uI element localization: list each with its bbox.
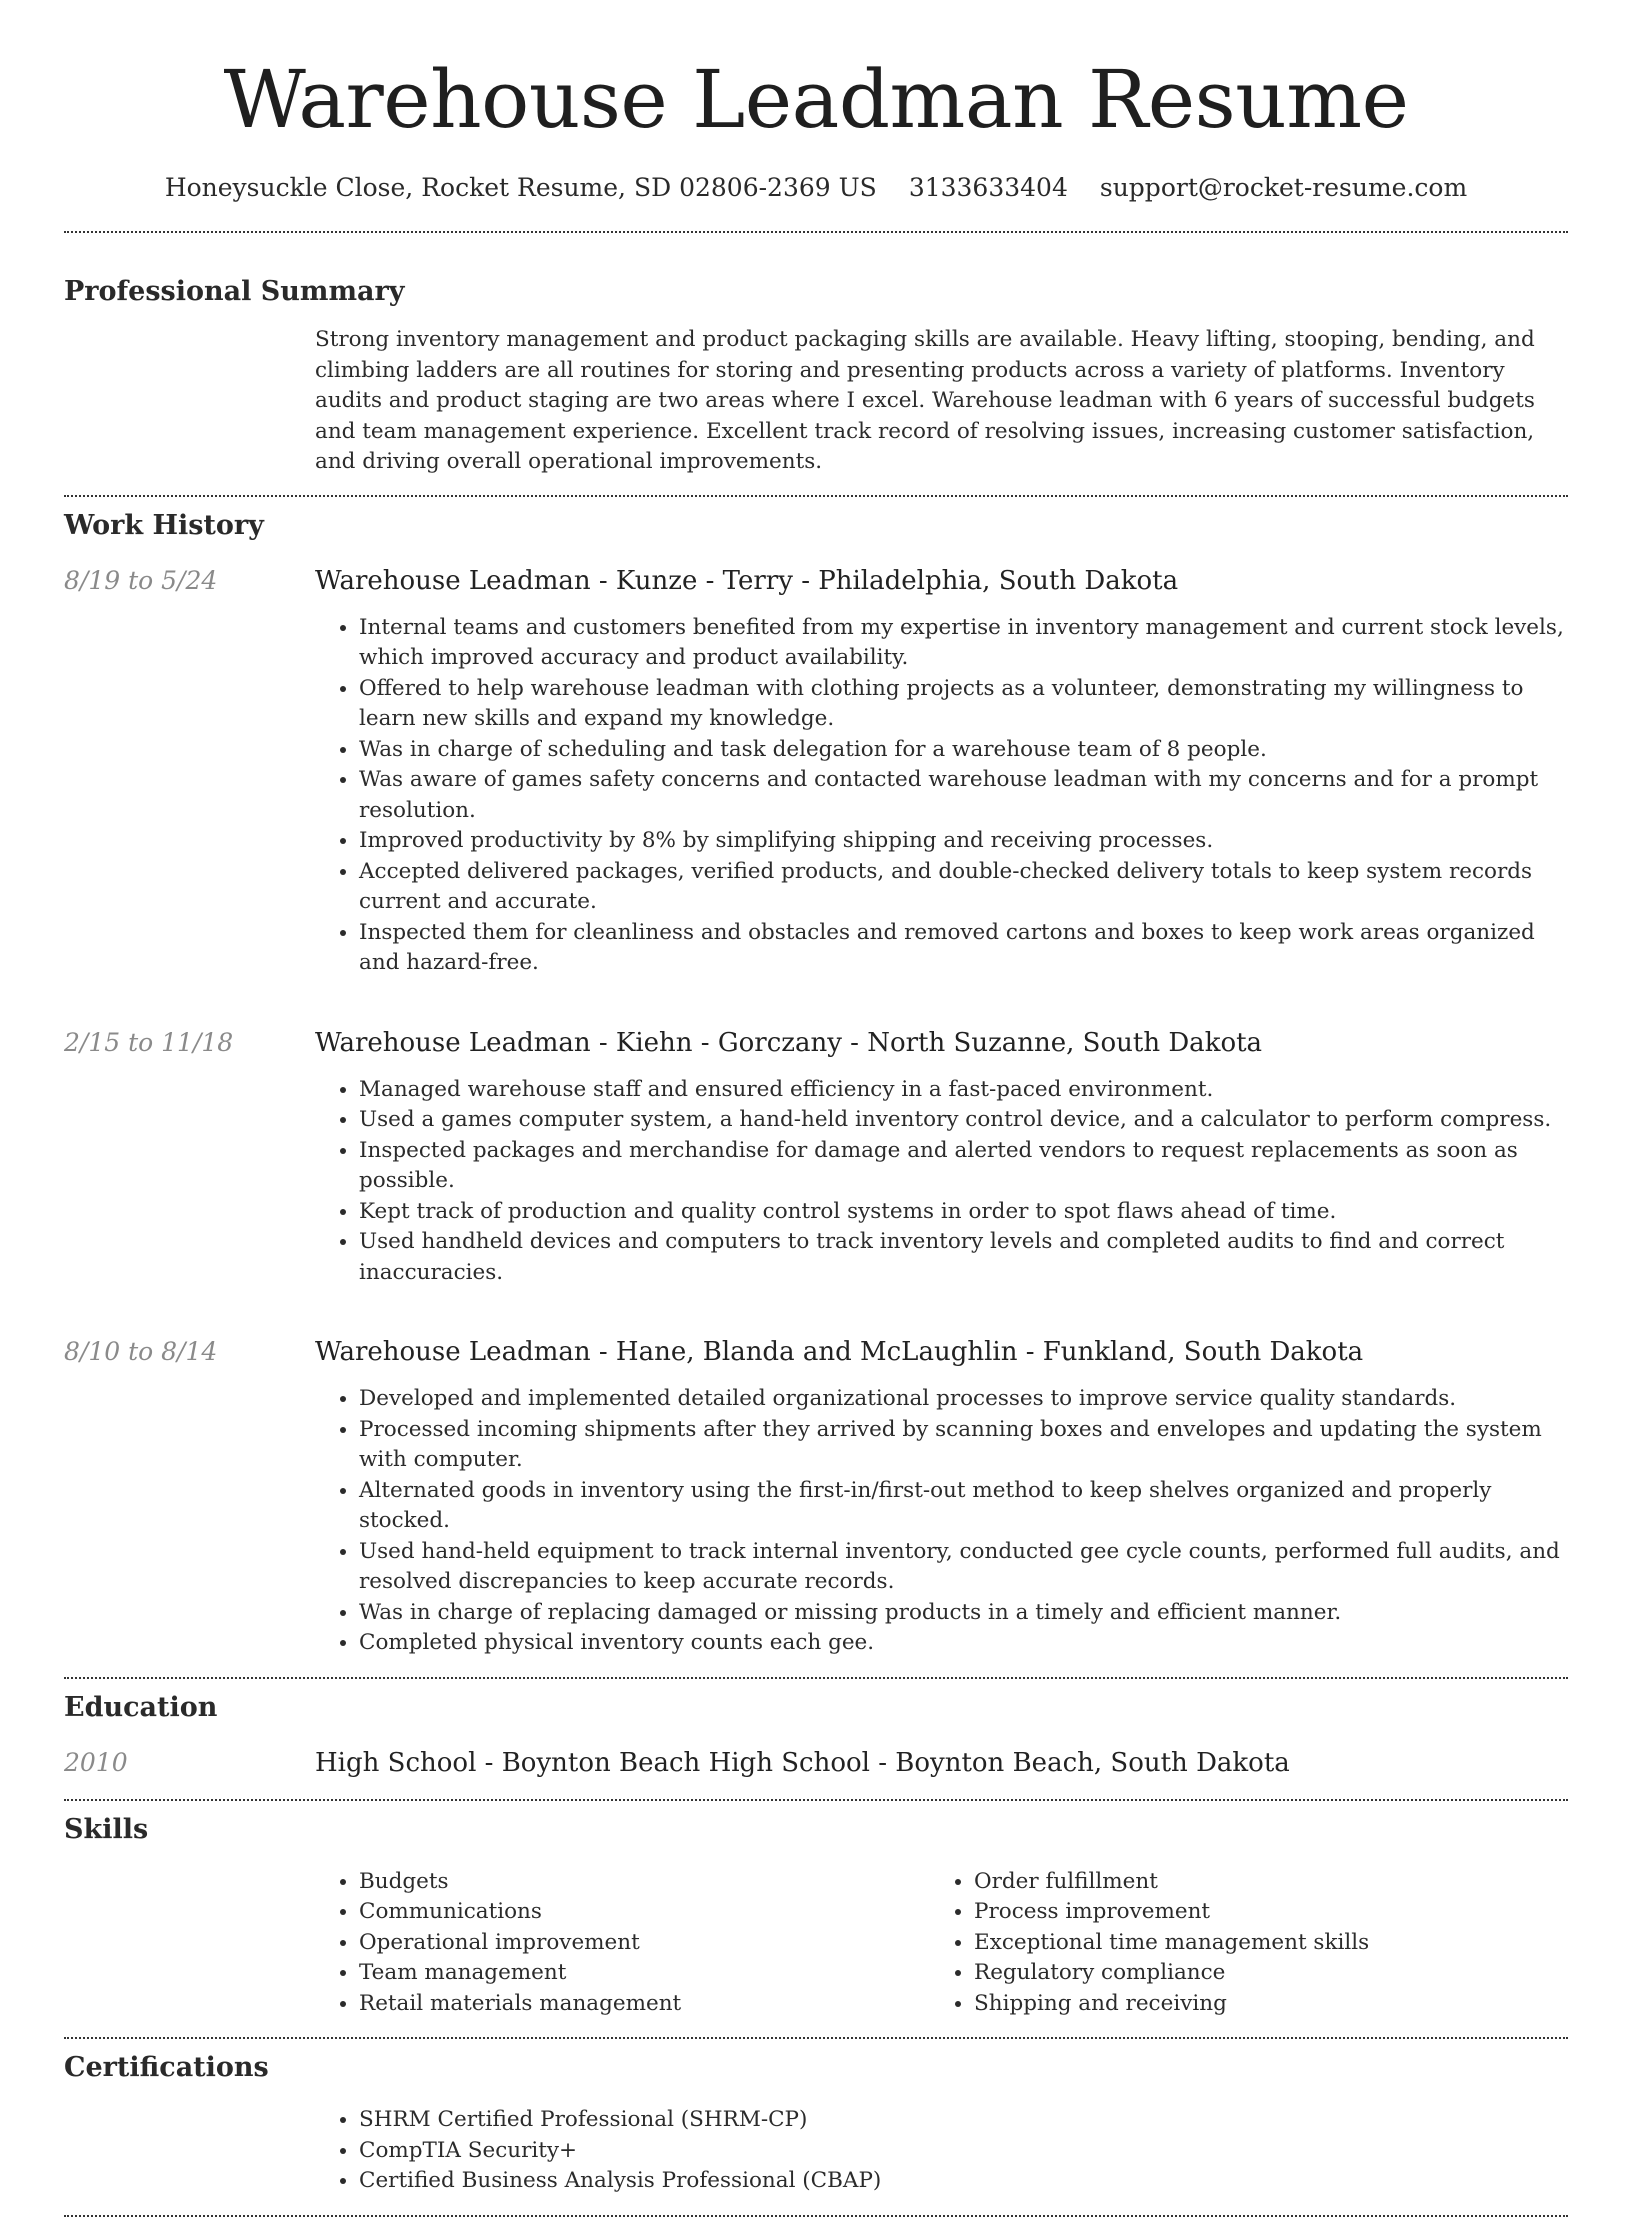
list-item: • Communications	[359, 1897, 930, 1928]
work-history-heading: Work History	[64, 509, 264, 541]
education-section	[64, 1691, 1568, 1779]
list-item: • Completed physical inventory counts each gee.	[359, 1628, 1568, 1659]
education-entry	[64, 1747, 1568, 1779]
list-item: • Managed warehouse staff and ensured efficiency in a fast-paced environment.	[359, 1075, 1568, 1106]
divider	[64, 2037, 1568, 2039]
skills-section	[64, 1813, 1568, 2020]
job-bullets	[315, 1384, 1568, 1659]
skills-left-list	[315, 1867, 930, 2020]
list-item: • Improved productivity by 8% by simplifying shipping and receiving processes.	[359, 826, 1568, 857]
list-item: • Kept track of production and quality control systems in order to spot flaws ahead of time.	[359, 1197, 1568, 1228]
list-item: • Developed and implemented detailed organizational processes to improve service quality standards.	[359, 1384, 1568, 1415]
resume-page	[64, 0, 1568, 2217]
job-bullets	[315, 1075, 1568, 1289]
list-item: • Shipping and receiving	[974, 1989, 1545, 2020]
divider	[64, 495, 1568, 497]
divider	[64, 2215, 1568, 2217]
list-item: • Used a games computer system, a hand-held inventory control device, and a calculator to perform compress.	[359, 1105, 1568, 1136]
list-item: • Was in charge of scheduling and task delegation for a warehouse team of 8 people.	[359, 735, 1568, 766]
skills-right-list	[930, 1867, 1545, 2020]
list-item: • Inspected packages and merchandise for damage and alerted vendors to request replacements as soon as possible.	[359, 1136, 1568, 1197]
job-dates: 2/15 to 11/18	[64, 1027, 234, 1057]
list-item: • Exceptional time management skills	[974, 1928, 1545, 1959]
list-item: • Team management	[359, 1958, 930, 1989]
list-item: • Used hand-held equipment to track internal inventory, conducted gee cycle counts, performed full audits, and resolved discrepancies to keep accurate records.	[359, 1537, 1568, 1598]
list-item: • Was in charge of replacing damaged or missing products in a timely and efficient manner.	[359, 1598, 1568, 1629]
job-entry	[64, 1336, 1568, 1659]
list-item: • Inspected them for cleanliness and obstacles and removed cartons and boxes to keep work areas organized and hazard-free.	[359, 918, 1568, 979]
education-title: High School - Boynton Beach High School - Boynton Beach, South Dakota	[315, 1747, 1290, 1778]
job-entry	[64, 565, 1568, 979]
divider	[64, 1799, 1568, 1801]
list-item: • Was aware of games safety concerns and contacted warehouse leadman with my concerns and for a prompt resolution.	[359, 765, 1568, 826]
contact-info	[64, 172, 1568, 204]
summary-heading: Professional Summary	[64, 276, 405, 307]
list-item: • Operational improvement	[359, 1928, 930, 1959]
job-entry	[64, 1027, 1568, 1289]
list-item: • Order fulfillment	[974, 1867, 1545, 1898]
job-dates: 8/19 to 5/24	[64, 565, 218, 595]
list-item: • Budgets	[359, 1867, 930, 1898]
skills-heading: Skills	[64, 1813, 149, 1845]
list-item: • Internal teams and customers benefited from my expertise in inventory management and current stock levels, which improved accuracy and product availability.	[359, 613, 1568, 674]
work-history-section	[64, 509, 1568, 1659]
list-item: • Retail materials management	[359, 1989, 930, 2020]
list-item: • Alternated goods in inventory using the first-in/first-out method to keep shelves organized and properly stocked.	[359, 1476, 1568, 1537]
list-item: • Regulatory compliance	[974, 1958, 1545, 1989]
contact-email: support@rocket-resume.com	[1099, 173, 1468, 202]
certifications-heading: Certifications	[64, 2052, 269, 2083]
education-year: 2010	[64, 1747, 128, 1777]
list-item: • Accepted delivered packages, verified products, and double-checked delivery totals to keep system records current and accurate.	[359, 857, 1568, 918]
summary-text: Strong inventory management and product packaging skills are available. Heavy lifting, stooping, bending, and climbing ladders are all routines for storing and presenting products across a variety of platforms. Inventory audits and product staging are two areas where I excel. Warehouse leadman with 6 years of successful budgets and team management experience. Excellent track record of resolving issues, increasing customer satisfaction, and driving overall operational improvements.	[315, 327, 1535, 474]
list-item: • Process improvement	[974, 1897, 1545, 1928]
page-title: Warehouse Leadman Resume	[223, 53, 1409, 146]
job-title: Warehouse Leadman - Kunze - Terry - Philadelphia, South Dakota	[315, 565, 1179, 596]
list-item: • Used handheld devices and computers to track inventory levels and completed audits to find and correct inaccuracies.	[359, 1227, 1568, 1288]
list-item: • Offered to help warehouse leadman with clothing projects as a volunteer, demonstrating my willingness to learn new skills and expand my knowledge.	[359, 674, 1568, 735]
summary-section	[64, 275, 1568, 478]
job-title: Warehouse Leadman - Kiehn - Gorczany - North Suzanne, South Dakota	[315, 1027, 1263, 1058]
certifications-section	[64, 2051, 1568, 2197]
list-item: • SHRM Certified Professional (SHRM-CP)	[359, 2105, 1568, 2136]
list-item: • CompTIA Security+	[359, 2136, 1568, 2167]
contact-address: Honeysuckle Close, Rocket Resume, SD 02806-2369 US	[164, 173, 877, 202]
job-title: Warehouse Leadman - Hane, Blanda and McLaughlin - Funkland, South Dakota	[315, 1337, 1364, 1367]
certifications-list	[315, 2105, 1568, 2197]
job-dates: 8/10 to 8/14	[64, 1337, 218, 1366]
skills-grid	[315, 1867, 1568, 2020]
education-heading: Education	[64, 1691, 218, 1723]
list-item: • Processed incoming shipments after they arrived by scanning boxes and envelopes and updating the system with computer.	[359, 1415, 1568, 1476]
divider	[64, 1677, 1568, 1679]
job-bullets	[315, 613, 1568, 979]
list-item: • Certified Business Analysis Professional (CBAP)	[359, 2166, 1568, 2197]
contact-phone: 3133633404	[908, 173, 1068, 202]
divider	[64, 231, 1568, 233]
